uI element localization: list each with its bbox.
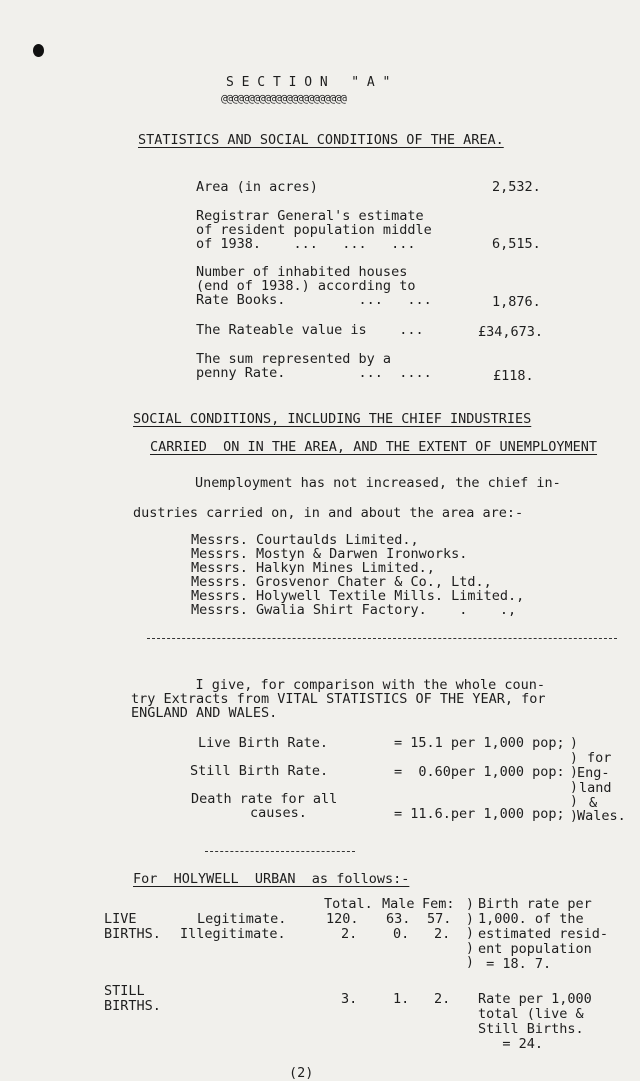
row-total: 3. [341, 991, 358, 1007]
note-line: land [579, 780, 612, 796]
row-total: 120. [326, 911, 359, 927]
england-wales-brace: ) ) ) ) ) ) [570, 736, 578, 824]
still-birth-rate-label: Still Birth Rate. [190, 763, 329, 779]
row-label: Illegitimate. [180, 926, 286, 942]
live-birth-rate-label: Live Birth Rate. [198, 735, 329, 751]
note-line: = 18. 7. [478, 956, 552, 972]
social-paragraph-line1: Unemployment has not increased, the chief in- [195, 475, 561, 491]
section-title: S E C T I O N " A " [226, 75, 391, 90]
row-male: 0. [393, 926, 410, 942]
note-line: total (live & [478, 1006, 584, 1022]
list-item: Messrs. Holywell Textile Mills. Limited., [191, 588, 525, 604]
row-fem: 57. [427, 911, 452, 927]
note-line: Eng- [577, 765, 610, 781]
note-line: 1,000. of the [478, 911, 584, 927]
stat-population-line1: Registrar General's estimate [196, 208, 424, 224]
still-births-label-2: BIRTHS. [104, 998, 161, 1014]
live-births-label-1: LIVE [104, 911, 137, 927]
still-births-label-1: STILL [104, 983, 145, 999]
stat-rateable-value: £34,673. [478, 324, 544, 340]
note-line: & [589, 795, 598, 811]
row-total: 2. [341, 926, 358, 942]
stat-penny-value: £118. [493, 368, 534, 384]
death-rate-label: Death rate for all [191, 791, 338, 807]
section-divider-short [205, 851, 355, 852]
page-number: (2) [289, 1065, 314, 1081]
stat-houses-line2: (end of 1938.) according to [196, 278, 416, 294]
stat-population-line2: of resident population middle [196, 222, 432, 238]
row-fem: 2. [434, 926, 451, 942]
death-rate-value: = 11.6.per 1,000 pop; [394, 806, 565, 822]
stat-houses-line1: Number of inhabited houses [196, 264, 408, 280]
comparison-intro-line2: try Extracts from VITAL STATISTICS OF THE YEAR, for [131, 691, 546, 707]
note-line: Birth rate per [478, 896, 592, 912]
stat-population-value: 6,515. [492, 236, 541, 252]
section-ornament: @@@@@@@@@@@@@@@@@@@@@@@ [221, 92, 346, 105]
stat-area-value: 2,532. [492, 179, 541, 195]
stat-penny-line1: The sum represented by a [196, 351, 392, 367]
stat-houses-line3: Rate Books. ... ... [196, 292, 432, 308]
note-line: ent population [478, 941, 592, 957]
margin-punch-mark [33, 44, 44, 57]
note-line: estimated resid- [478, 926, 609, 942]
stat-houses-value: 1,876. [492, 294, 541, 310]
col-header-fem: Fem: [422, 896, 455, 912]
death-rate-label-cont: causes. [250, 805, 307, 821]
social-paragraph-line2: dustries carried on, in and about the area are:- [133, 505, 524, 521]
section-divider [147, 638, 617, 639]
list-item: Messrs. Halkyn Mines Limited., [191, 560, 435, 576]
comparison-intro-line3: ENGLAND AND WALES. [131, 705, 278, 721]
row-fem: 2. [434, 991, 451, 1007]
stat-population-line3: of 1938. ... ... ... [196, 236, 416, 252]
note-line: Wales. [577, 808, 626, 824]
still-birth-rate-value: = 0.60per 1,000 pop: [394, 764, 565, 780]
row-male: 63. [386, 911, 411, 927]
list-item: Messrs. Grosvenor Chater & Co., Ltd., [191, 574, 492, 590]
note-line: for [587, 750, 612, 766]
stat-rateable-label: The Rateable value is ... [196, 322, 424, 338]
stat-penny-line2: penny Rate. ... .... [196, 365, 432, 381]
social-heading-line2: CARRIED ON IN THE AREA, AND THE EXTENT OF UNEMPLOYMENT [150, 439, 598, 455]
list-item: Messrs. Gwalia Shirt Factory. . ., [191, 602, 517, 618]
row-label: Legitimate. [197, 911, 287, 927]
stat-area-label: Area (in acres) [196, 179, 318, 195]
col-header-male: Male [382, 896, 415, 912]
note-line: Rate per 1,000 [478, 991, 592, 1007]
col-header-total: Total. [324, 896, 373, 912]
live-births-label-2: BIRTHS. [104, 926, 161, 942]
live-births-brace: ) ) ) ) ) [466, 897, 474, 970]
note-line: Still Births. [478, 1021, 584, 1037]
social-heading-line1: SOCIAL CONDITIONS, INCLUDING THE CHIEF INDUSTRIES [133, 411, 532, 427]
list-item: Messrs. Courtaulds Limited., [191, 532, 419, 548]
main-heading: STATISTICS AND SOCIAL CONDITIONS OF THE AREA. [138, 132, 504, 148]
note-line: = 24. [478, 1036, 544, 1052]
comparison-intro-line1: I give, for comparison with the whole coun- [163, 677, 546, 693]
holywell-heading: For HOLYWELL URBAN as follows:- [133, 871, 410, 887]
row-male: 1. [393, 991, 410, 1007]
list-item: Messrs. Mostyn & Darwen Ironworks. [191, 546, 468, 562]
live-birth-rate-value: = 15.1 per 1,000 pop; [394, 735, 565, 751]
